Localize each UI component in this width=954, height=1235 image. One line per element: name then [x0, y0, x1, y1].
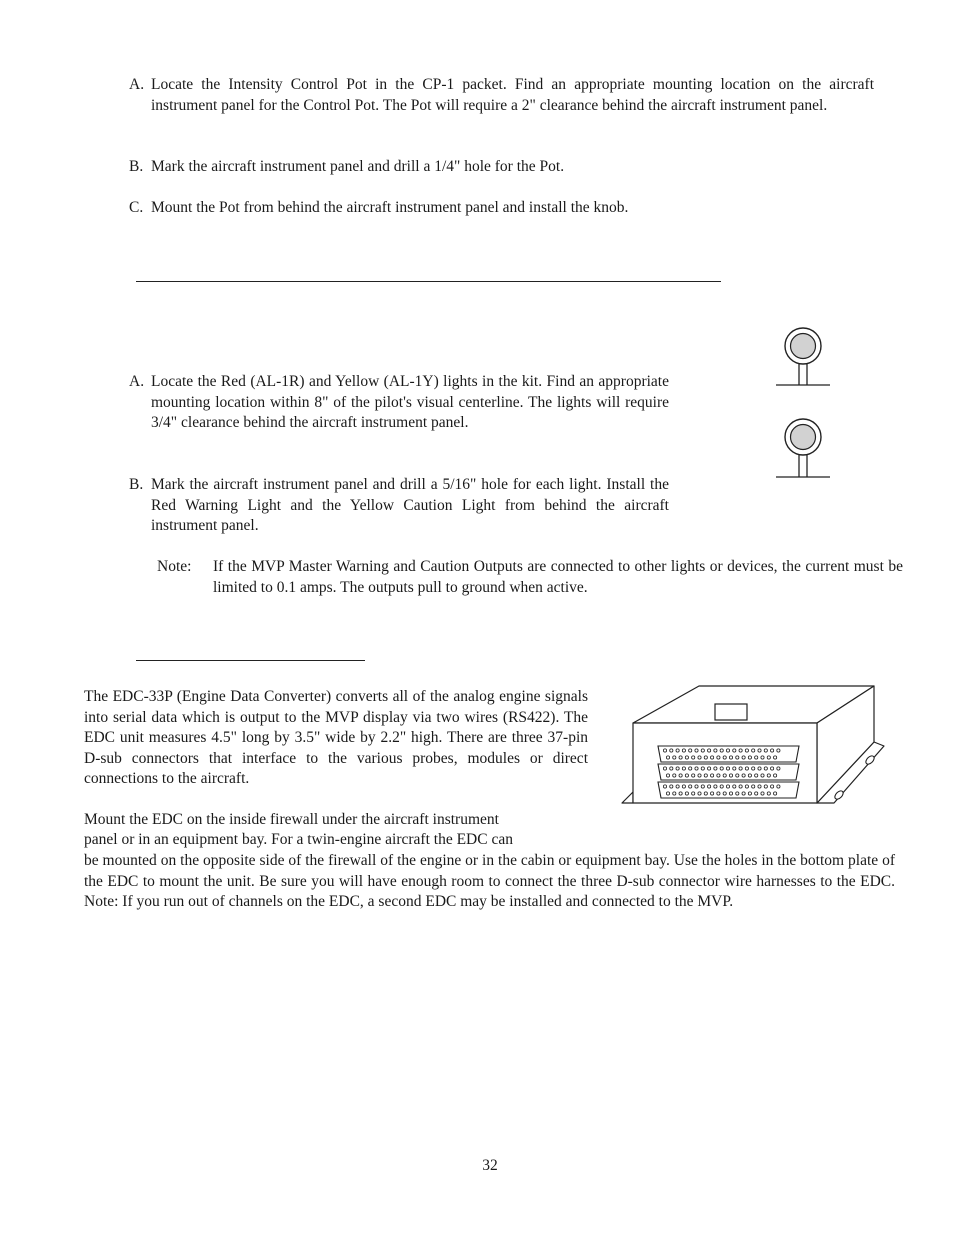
lights-step-a	[129, 372, 669, 434]
step-text: Mark the aircraft instrument panel and drill a 1/4" hole for the Pot.	[151, 158, 565, 175]
step-label: B.	[129, 476, 144, 493]
step-text: Mount the Pot from behind the aircraft instrument panel and install the knob.	[151, 199, 629, 216]
warning-caution-lights-illustration	[770, 322, 836, 484]
edc-intro-paragraph: The EDC-33P (Engine Data Converter) converts all of the analog engine signals into serial data which is output to the MVP display via two wires (RS422). The EDC unit measures 4.5" long by 3.5" wide by 2.2" high. There are three 37-pin D-sub connectors that interface to the various probes, modules or direct connections to the aircraft.	[84, 688, 588, 787]
yellow-caution-light-icon	[776, 419, 830, 477]
lights-step-b	[129, 475, 669, 537]
step-label: A.	[129, 373, 145, 390]
page-number: 32	[482, 1157, 498, 1174]
note-text: If the MVP Master Warning and Caution Outputs are connected to other lights or devices, the current must be limited to 0.1 amps. The outputs pull to ground when active.	[213, 558, 903, 596]
edc-mount-line-1: Mount the EDC on the inside firewall under the aircraft instrument	[84, 811, 499, 828]
step-label: C.	[129, 199, 144, 216]
edc-mount-line-2: panel or in an equipment bay. For a twin-engine aircraft the EDC can	[84, 831, 513, 848]
red-warning-light-icon	[776, 328, 830, 385]
step-text: Mark the aircraft instrument panel and drill a 5/16" hole for each light. Install the Red Warning Light and the Yellow Caution Light from behind the aircraft instrument panel.	[151, 476, 669, 534]
label-plate	[715, 704, 747, 720]
step-text: Locate the Red (AL-1R) and Yellow (AL-1Y) lights in the kit. Find an appropriate mounting location within 8" of the pilot's visual centerline. The lights will require 3/4" clearance behind the aircraft instrument panel.	[151, 373, 669, 431]
section-divider	[136, 281, 721, 282]
pot-step-a	[129, 75, 874, 116]
step-label: A.	[129, 76, 145, 93]
pot-step-b	[129, 157, 874, 178]
dsub-connector-icon	[658, 782, 799, 798]
step-label: B.	[129, 158, 144, 175]
pot-step-c	[129, 198, 874, 219]
edc-unit-illustration	[612, 676, 894, 808]
edc-mount-paragraph: be mounted on the opposite side of the firewall of the engine or in the cabin or equipment bay. Use the holes in the bottom plate of the EDC to mount the unit. Be sure you will have enough room to connect the three D-sub connector wire harnesses to the EDC. Note: If you run out of channels on the EDC, a second EDC may be installed and connected to the MVP.	[84, 852, 895, 910]
dsub-connector-icon	[658, 764, 799, 780]
dsub-connector-icon	[658, 746, 799, 762]
step-text: Locate the Intensity Control Pot in the CP-1 packet. Find an appropriate mounting location on the aircraft instrument panel for the Control Pot. The Pot will require a 2" clearance behind the aircraft instrument panel.	[151, 76, 874, 114]
note-label: Note:	[157, 558, 192, 575]
section-divider	[136, 660, 365, 661]
